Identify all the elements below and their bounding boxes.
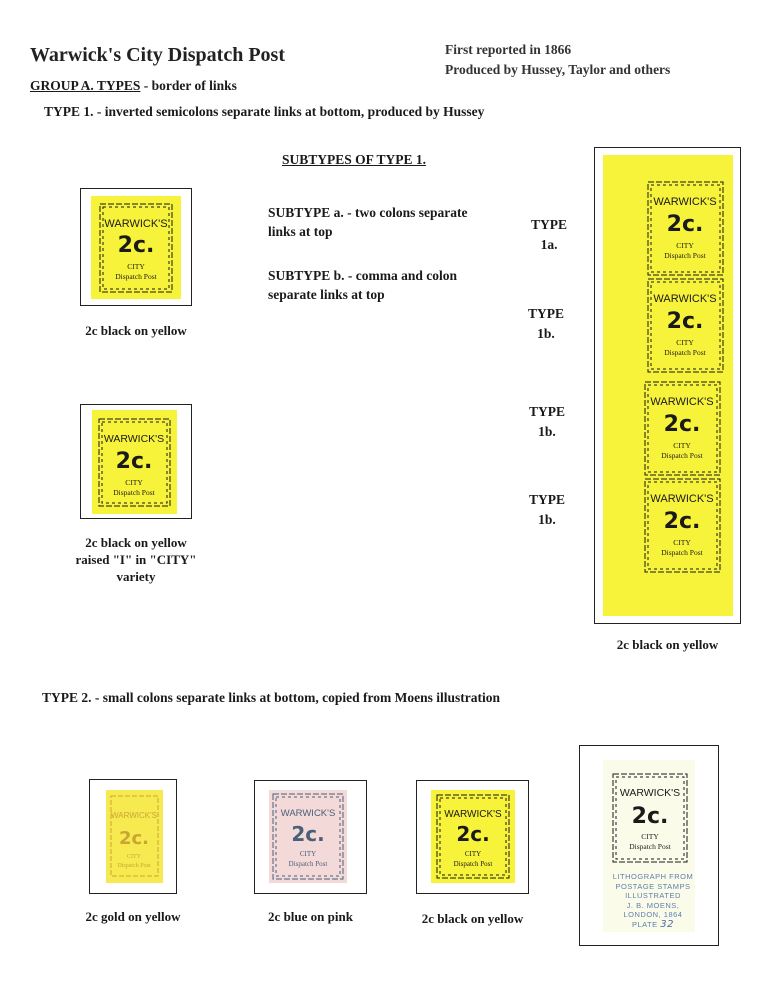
subtype-a-text: SUBTYPE a. - two colons separate links at top bbox=[268, 205, 468, 239]
type2-heading: TYPE 2. - small colons separate links at bottom, copied from Moens illustration bbox=[42, 690, 500, 705]
stamp-name-text: WARWICK'S bbox=[111, 811, 157, 820]
stamp-dispatch-text: Dispatch Post bbox=[664, 251, 706, 260]
group-heading bbox=[30, 78, 237, 94]
stamp-dispatch-text: Dispatch Post bbox=[661, 548, 703, 557]
stamp-city-text: CITY bbox=[673, 441, 691, 450]
caption-black: 2c black on yellow bbox=[421, 911, 524, 926]
stamp-raised-i-variety bbox=[92, 410, 177, 514]
stamp-city-text: CITY bbox=[676, 241, 694, 250]
subtypes-heading: SUBTYPES OF TYPE 1. bbox=[282, 152, 427, 167]
strip-of-four-yellow bbox=[603, 155, 733, 616]
info-line-produced-by: Produced by Hussey, Taylor and others bbox=[445, 62, 671, 77]
moens-note-line3: ILLUSTRATED bbox=[625, 891, 681, 900]
stamp-city-text: CITY bbox=[299, 850, 317, 858]
strip-label-2 bbox=[526, 304, 566, 344]
strip-label-2-type: TYPE bbox=[527, 306, 564, 321]
stamp-city-text: CITY bbox=[641, 832, 659, 841]
stamp-city-text: CITY bbox=[673, 538, 691, 547]
strip-label-4-sub: 1b. bbox=[538, 512, 556, 527]
caption-strip: 2c black on yellow bbox=[616, 637, 719, 652]
moens-note-line5: LONDON, 1864 bbox=[623, 910, 683, 919]
moens-note-line1: LITHOGRAPH FROM bbox=[612, 872, 694, 881]
stamp-type1-yellow bbox=[91, 196, 181, 299]
stamp-name-text: WARWICK'S bbox=[650, 396, 714, 408]
stamp-value-text: 2c. bbox=[666, 309, 704, 334]
stamp-name-text: WARWICK'S bbox=[280, 808, 336, 819]
subtype-b-text: SUBTYPE b. - comma and colon separate links at top bbox=[268, 268, 458, 302]
stamp-name-text: WARWICK'S bbox=[619, 787, 681, 799]
type1-heading: TYPE 1. - inverted semicolons separate links at bottom, produced by Hussey bbox=[44, 104, 485, 119]
stamp-dispatch-text: Dispatch Post bbox=[661, 451, 703, 460]
stamp-name-text: WARWICK'S bbox=[653, 293, 717, 305]
strip-stamp-3 bbox=[645, 382, 720, 475]
moens-note-line4: J. B. MOENS, bbox=[626, 900, 680, 910]
stamp-dispatch-text: Dispatch Post bbox=[115, 272, 157, 281]
stamp-design bbox=[92, 410, 177, 514]
group-label: GROUP A. TYPES bbox=[30, 78, 141, 93]
moens-plate-number: 32 bbox=[660, 918, 675, 930]
caption-stamp2-line1: 2c black on yellow bbox=[85, 535, 187, 550]
caption-gold: 2c gold on yellow bbox=[85, 909, 181, 924]
stamp-value-text: 2c. bbox=[118, 828, 150, 849]
group-desc: - border of links bbox=[140, 78, 237, 93]
strip-design bbox=[603, 155, 733, 616]
moens-note-line2: POSTAGE STAMPS bbox=[615, 881, 691, 891]
moens-stamp-design bbox=[603, 760, 695, 870]
caption-stamp2-line2: raised "I" in "CITY" bbox=[75, 552, 197, 567]
stamp-value-text: 2c. bbox=[663, 509, 701, 534]
stamp-name-text: WARWICK'S bbox=[104, 218, 168, 230]
stamp-value-text: 2c. bbox=[117, 233, 155, 258]
strip-stamp-2 bbox=[648, 279, 723, 372]
stamp-dispatch-text: Dispatch Post bbox=[664, 348, 706, 357]
stamp-design bbox=[91, 196, 181, 299]
strip-stamp-1 bbox=[648, 182, 723, 275]
caption-blue: 2c blue on pink bbox=[268, 909, 353, 924]
strip-label-3 bbox=[527, 402, 567, 442]
stamp-design bbox=[269, 790, 347, 883]
strip-label-1-sub: 1a. bbox=[540, 237, 558, 252]
stamp-blue-on-pink bbox=[269, 790, 347, 883]
stamp-gold-on-yellow bbox=[106, 790, 163, 883]
stamp-dispatch-text: Dispatch Post bbox=[117, 863, 151, 869]
stamp-city-text: CITY bbox=[127, 854, 141, 860]
strip-label-3-type: TYPE bbox=[528, 404, 565, 419]
stamp-city-text: CITY bbox=[676, 338, 694, 347]
strip-label-4 bbox=[527, 490, 567, 530]
stamp-value-text: 2c. bbox=[666, 212, 704, 237]
stamp-name-text: WARWICK'S bbox=[653, 196, 717, 208]
stamp-value-text: 2c. bbox=[456, 822, 490, 846]
stamp-value-text: 2c. bbox=[631, 804, 669, 829]
stamp-black-on-yellow bbox=[431, 790, 515, 883]
strip-label-3-sub: 1b. bbox=[538, 424, 556, 439]
strip-label-1 bbox=[529, 215, 569, 255]
stamp-name-text: WARWICK'S bbox=[103, 433, 165, 445]
stamp-dispatch-text: Dispatch Post bbox=[288, 860, 328, 868]
moens-note-line6 bbox=[598, 920, 708, 930]
caption-stamp2-line3: variety bbox=[116, 569, 156, 584]
stamp-city-text: CITY bbox=[464, 850, 482, 858]
strip-label-1-type: TYPE bbox=[530, 217, 567, 232]
info-line-first-reported: First reported in 1866 bbox=[445, 42, 572, 57]
stamp-value-text: 2c. bbox=[663, 412, 701, 437]
stamp-design bbox=[106, 790, 163, 883]
moens-plate-label: PLATE bbox=[631, 919, 658, 929]
caption-stamp2 bbox=[55, 534, 217, 585]
stamp-name-text: WARWICK'S bbox=[444, 809, 502, 820]
strip-label-2-sub: 1b. bbox=[537, 326, 555, 341]
stamp-value-text: 2c. bbox=[291, 822, 325, 846]
caption-stamp1: 2c black on yellow bbox=[85, 323, 187, 338]
strip-stamp-4 bbox=[645, 479, 720, 572]
strip-label-4-type: TYPE bbox=[528, 492, 565, 507]
stamp-value-text: 2c. bbox=[115, 449, 153, 474]
stamp-city-text: CITY bbox=[125, 478, 143, 487]
stamp-dispatch-text: Dispatch Post bbox=[113, 488, 155, 497]
stamp-city-text: CITY bbox=[127, 262, 145, 271]
page-title: Warwick's City Dispatch Post bbox=[30, 44, 285, 66]
stamp-design bbox=[431, 790, 515, 883]
stamp-dispatch-text: Dispatch Post bbox=[629, 842, 671, 851]
stamp-dispatch-text: Dispatch Post bbox=[453, 860, 493, 868]
stamp-name-text: WARWICK'S bbox=[650, 493, 714, 505]
moens-lithograph-note bbox=[598, 872, 708, 929]
